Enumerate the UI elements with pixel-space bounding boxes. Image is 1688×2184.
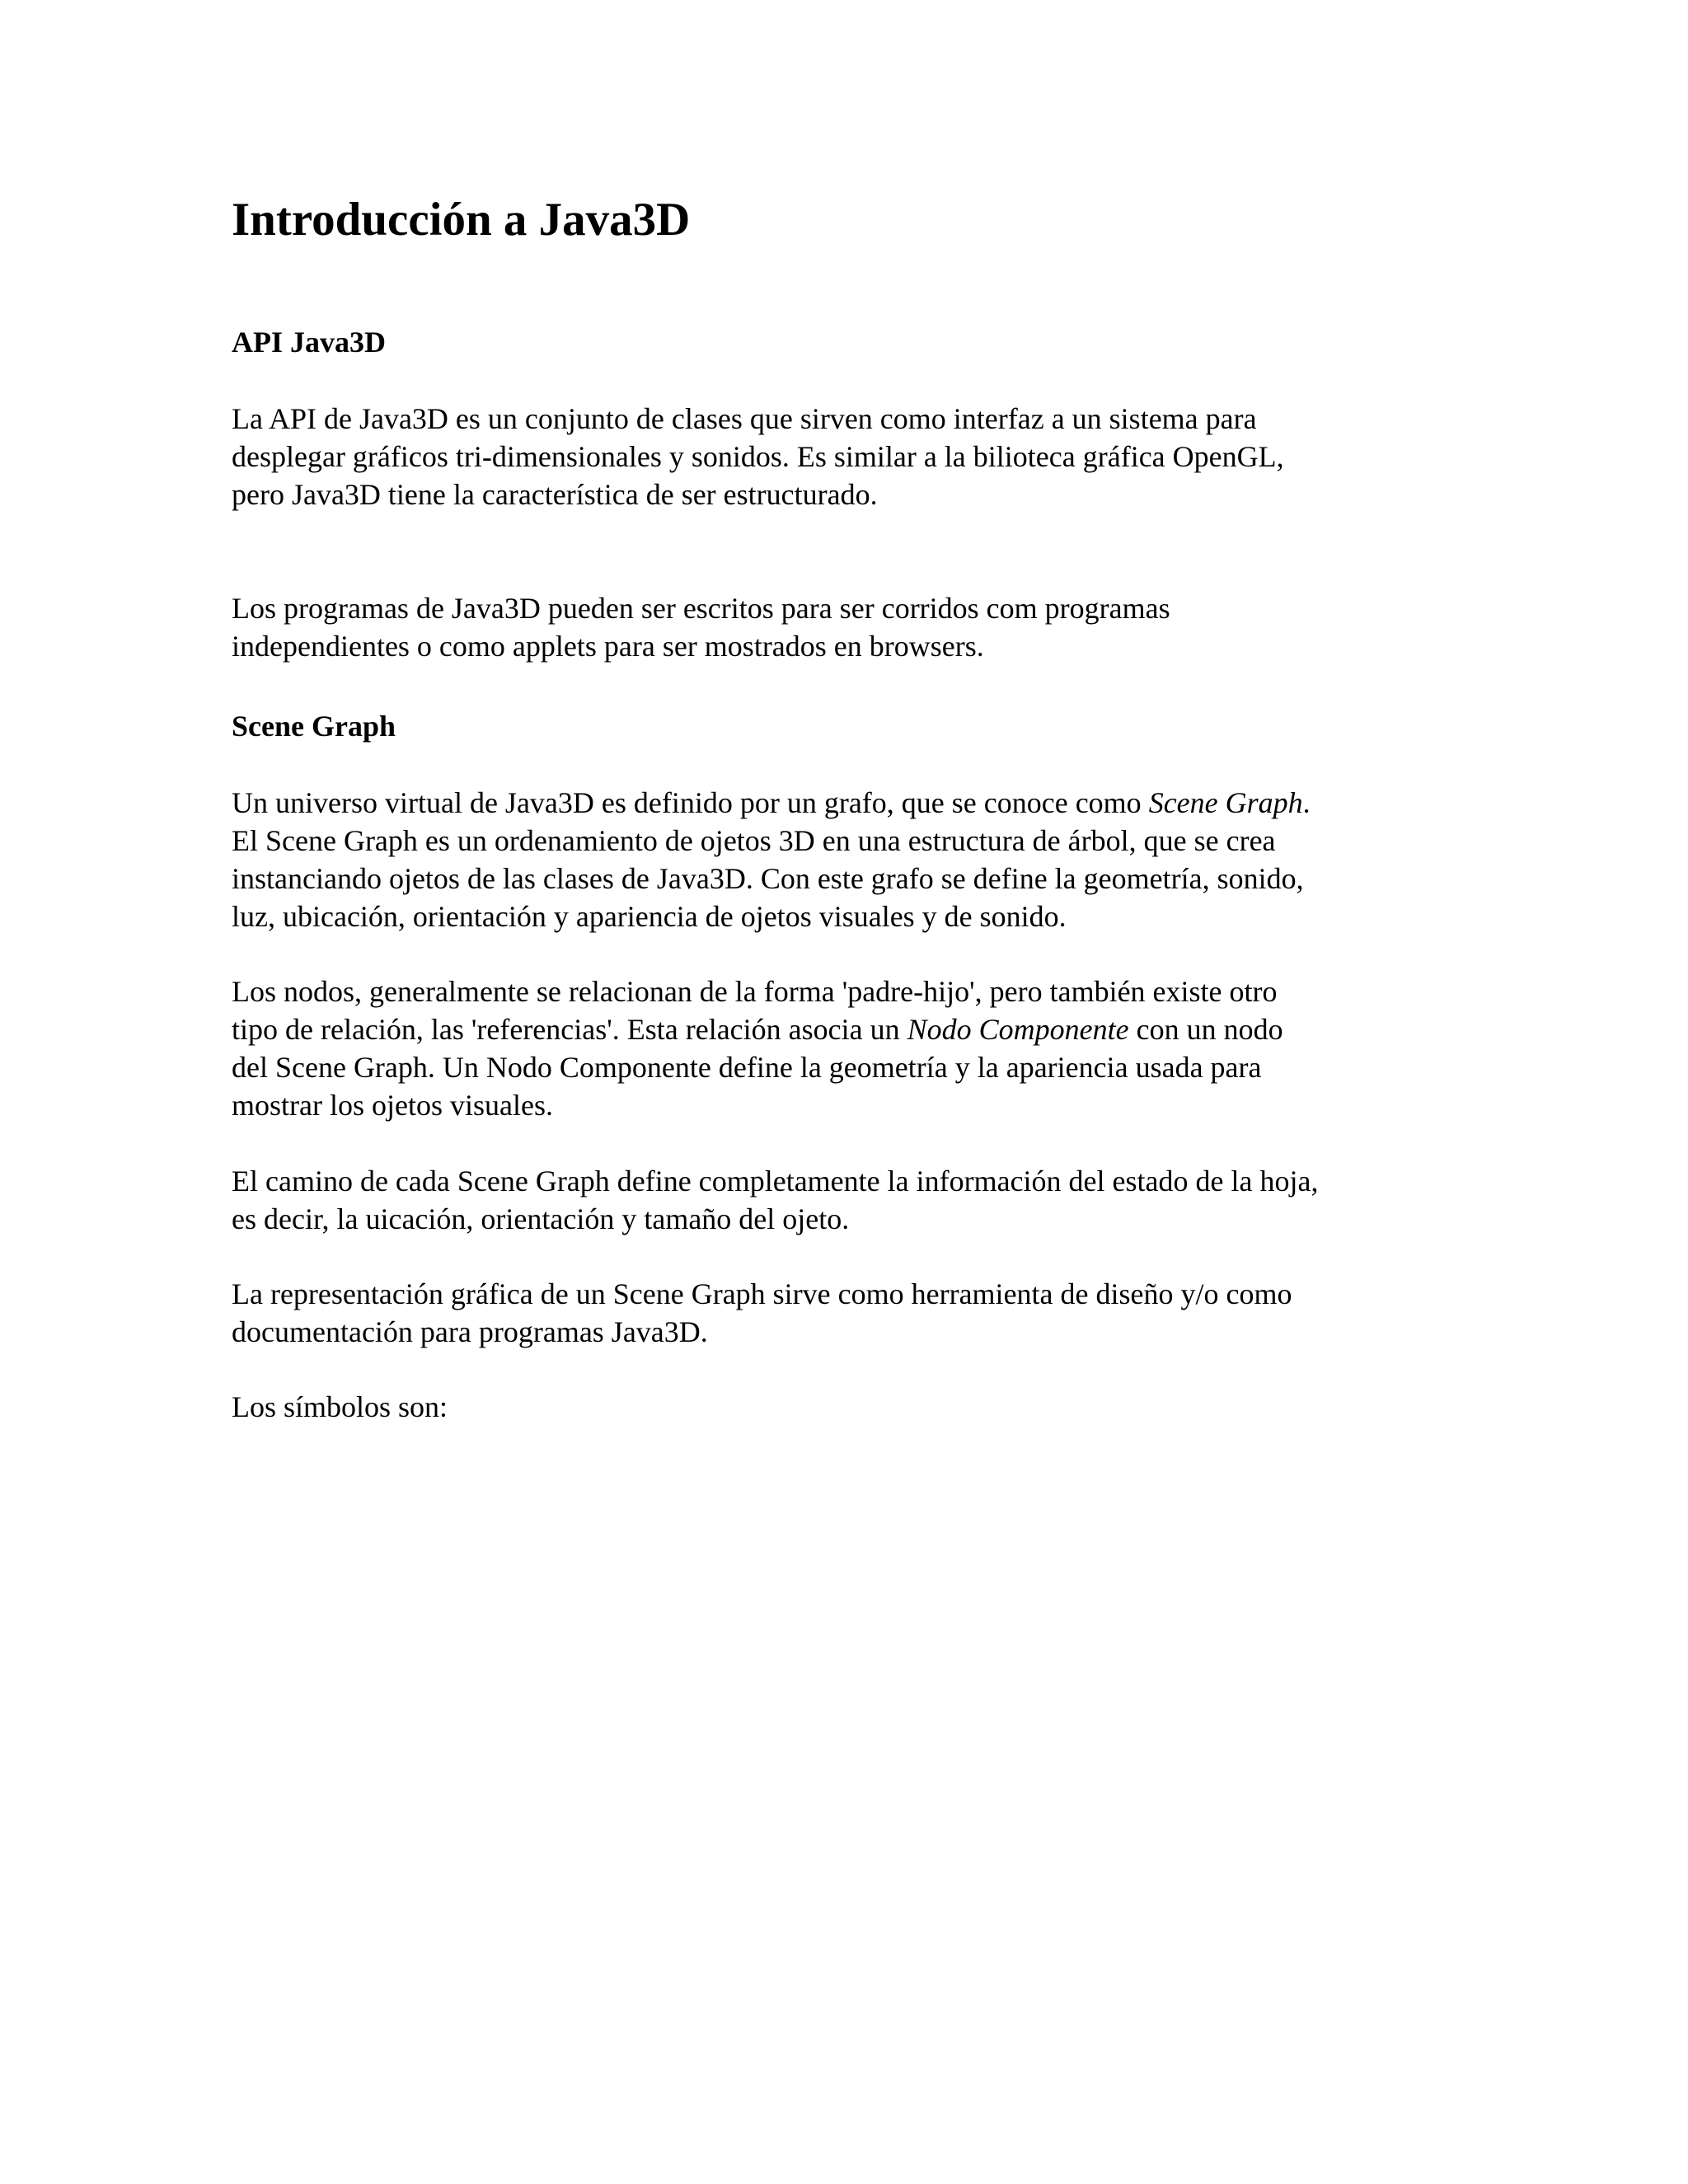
text-run: Un universo virtual de Java3D es definido por un grafo, que se conoce como [232, 786, 1149, 819]
section-heading-api-java3d: API Java3D [232, 326, 386, 359]
paragraph-virtual-universe [232, 784, 1311, 935]
text-line: independientes o como applets para ser mostrados en browsers. [232, 630, 984, 663]
text-line: El camino de cada Scene Graph define completamente la información del estado de la hoja, [232, 1165, 1319, 1197]
text-line: instanciando ojetos de las clases de Java3D. Con este grafo se define la geometría, sonido, [232, 862, 1304, 895]
section-heading-scene-graph: Scene Graph [232, 710, 396, 743]
paragraph-symbols [232, 1388, 448, 1426]
text-line: del Scene Graph. Un Nodo Componente define la geometría y la apariencia usada para [232, 1051, 1262, 1084]
text-line: es decir, la uicación, orientación y tamaño del ojeto. [232, 1202, 850, 1235]
text-line [232, 1010, 1283, 1048]
text-run: . [1302, 786, 1311, 819]
text-line: El Scene Graph es un ordenamiento de ojetos 3D en una estructura de árbol, que se crea [232, 824, 1276, 857]
text-line: mostrar los ojetos visuales. [232, 1089, 553, 1122]
text-run: con un nodo [1128, 1013, 1283, 1046]
text-line: La API de Java3D es un conjunto de clases que sirven como interfaz a un sistema para [232, 402, 1257, 435]
text-line: documentación para programas Java3D. [232, 1315, 708, 1348]
paragraph-path [232, 1162, 1318, 1238]
paragraph-programs [232, 589, 1170, 665]
text-line: pero Java3D tiene la característica de ser estructurado. [232, 478, 878, 511]
paragraph-nodes [232, 972, 1283, 1124]
paragraph-representation [232, 1275, 1292, 1351]
text-line: La representación gráfica de un Scene Graph sirve como herramienta de diseño y/o como [232, 1277, 1292, 1310]
text-line: desplegar gráficos tri-dimensionales y sonidos. Es similar a la bilioteca gráfica OpenGL, [232, 440, 1284, 473]
italic-term: Nodo Componente [907, 1013, 1129, 1046]
document-title: Introducción a Java3D [232, 194, 691, 246]
text-line [232, 784, 1311, 822]
text-line: luz, ubicación, orientación y apariencia de ojetos visuales y de sonido. [232, 900, 1067, 933]
paragraph-api-intro [232, 400, 1284, 513]
italic-term: Scene Graph [1148, 786, 1303, 819]
text-run: tipo de relación, las 'referencias'. Esta relación asocia un [232, 1013, 907, 1046]
text-line: Los símbolos son: [232, 1390, 448, 1423]
text-line: Los programas de Java3D pueden ser escritos para ser corridos com programas [232, 592, 1170, 625]
text-line: Los nodos, generalmente se relacionan de la forma 'padre-hijo', pero también existe otro [232, 975, 1278, 1008]
